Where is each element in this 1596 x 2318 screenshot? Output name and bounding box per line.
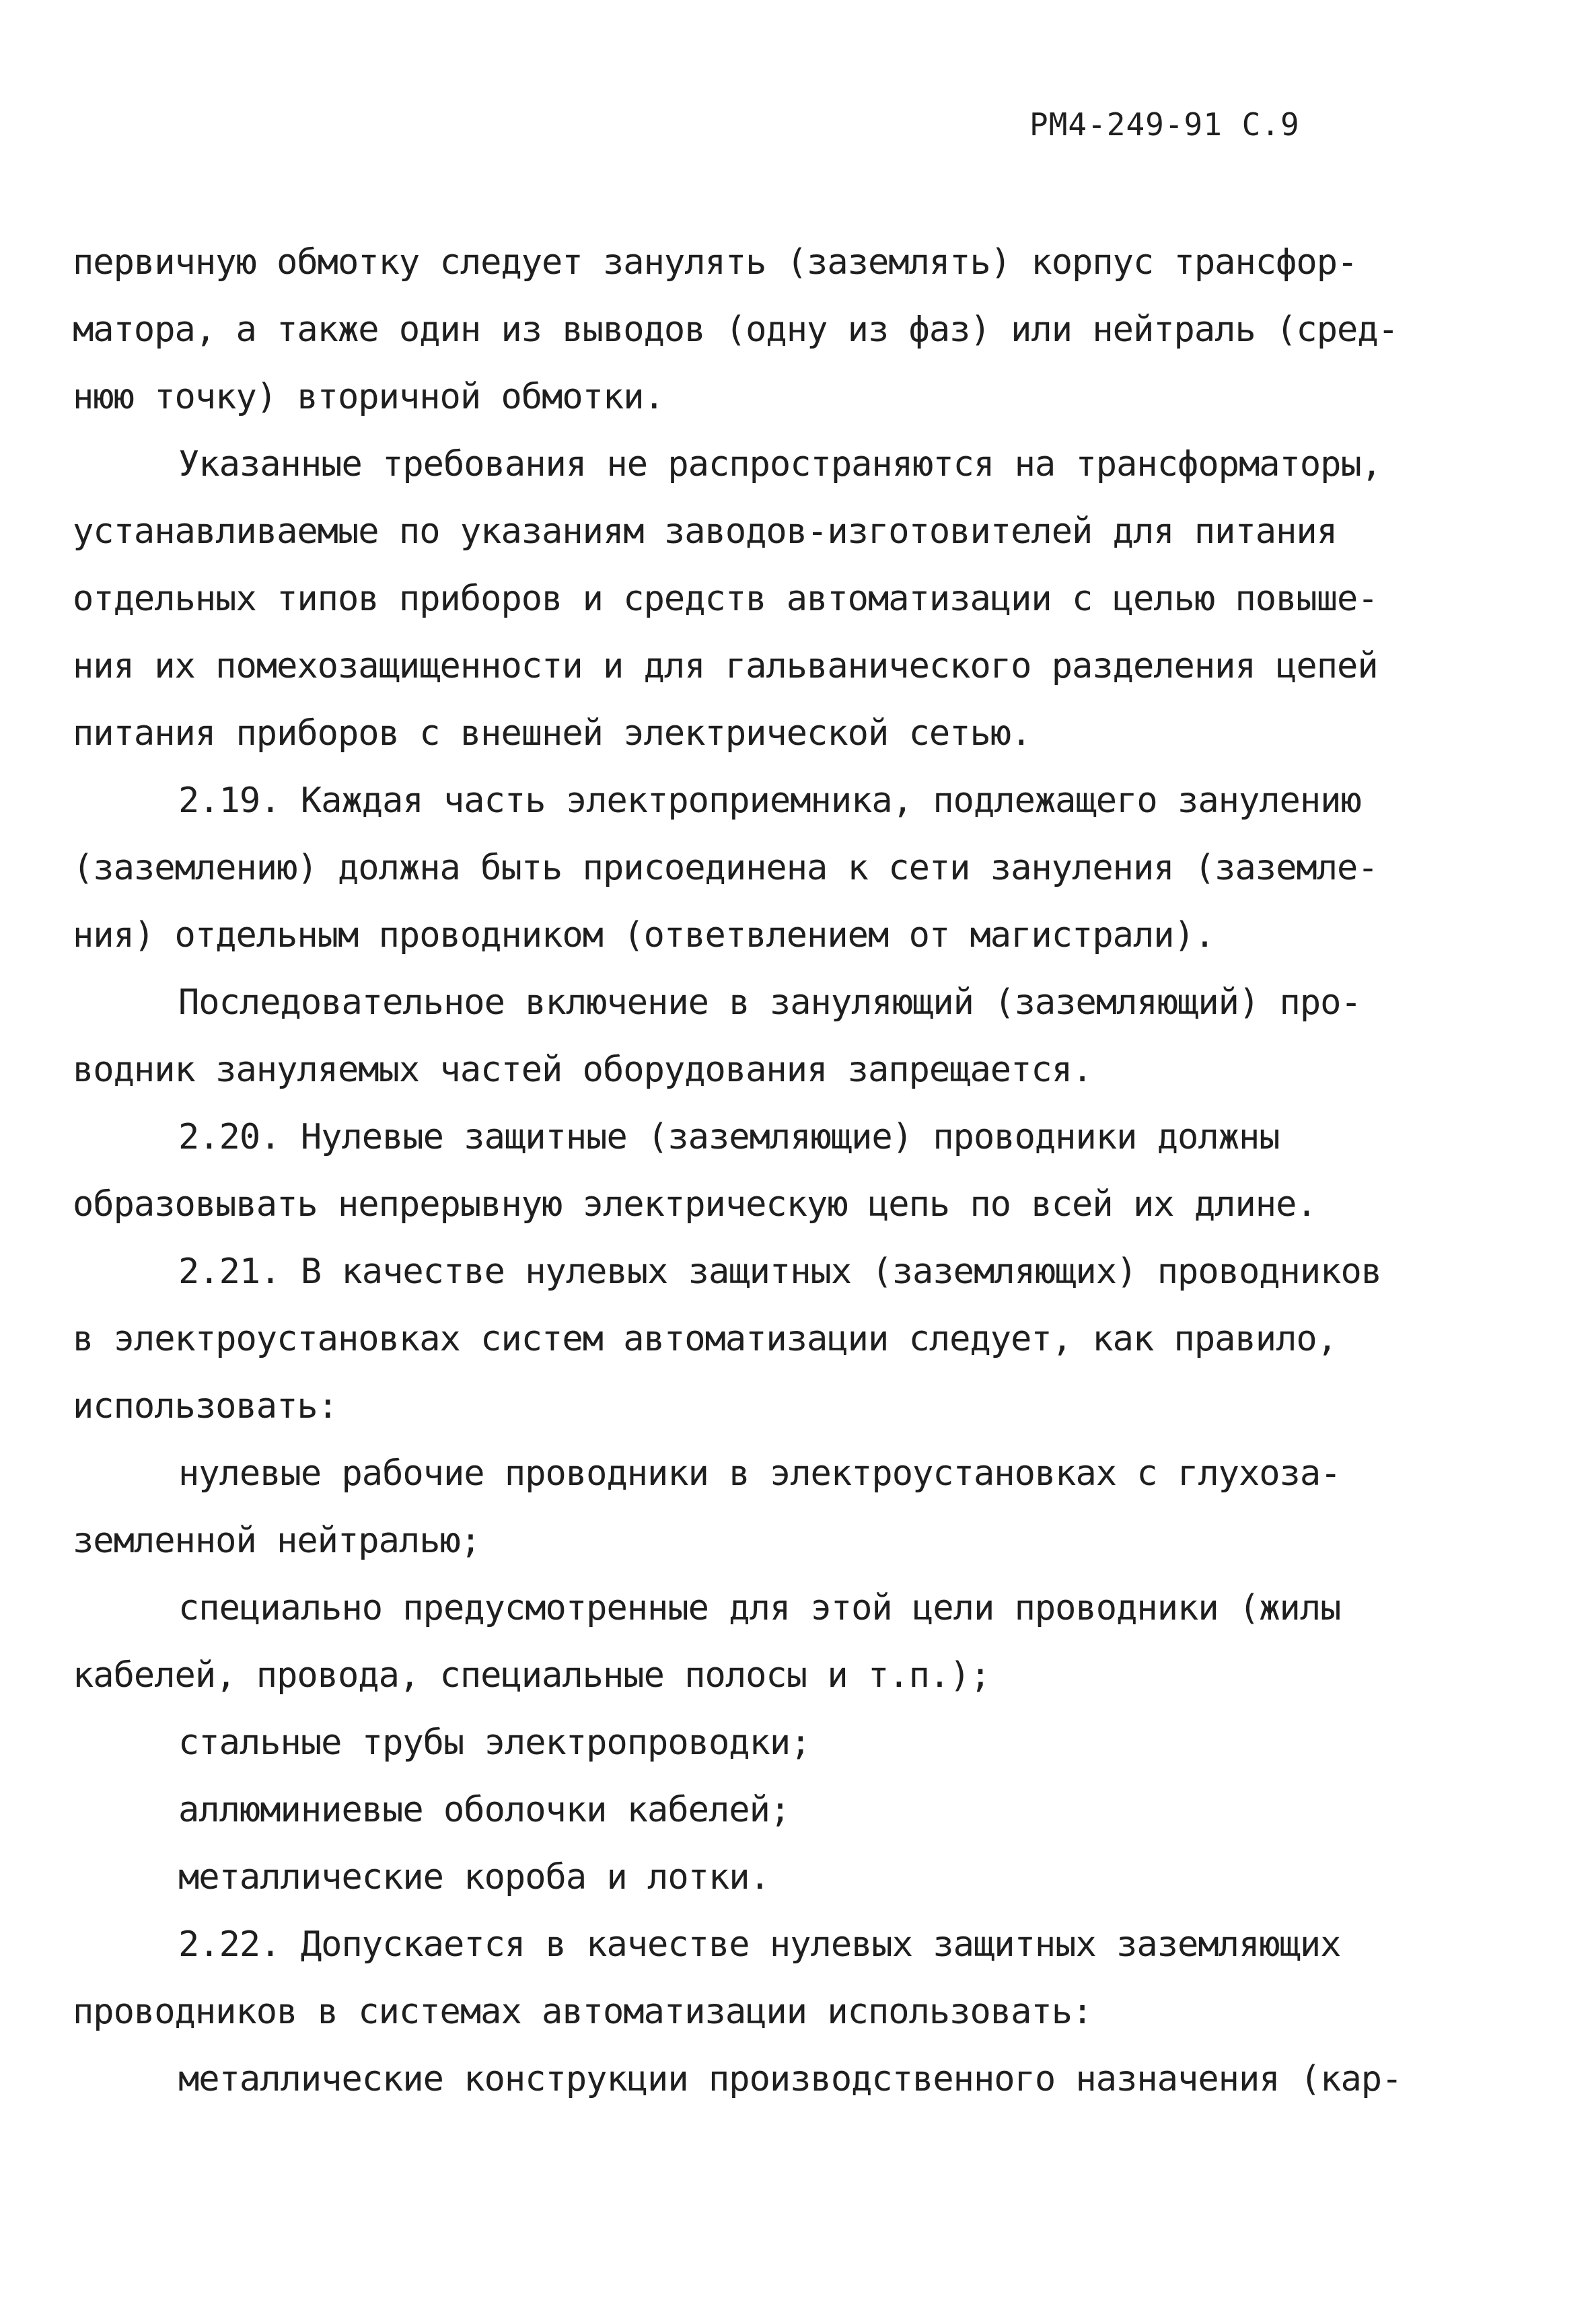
text-line: отдельных типов приборов и средств автоматизации с целью повыше- bbox=[73, 579, 1378, 619]
text-line: кабелей, провода, специальные полосы и т.п.); bbox=[73, 1655, 990, 1696]
text-line: 2.19. Каждая часть электроприемника, подлежащего занулению bbox=[178, 781, 1361, 821]
text-line: специально предусмотренные для этой цели проводники (жилы bbox=[178, 1588, 1341, 1628]
text-line: матора, а также один из выводов (одну из фаз) или нейтраль (сред- bbox=[73, 310, 1398, 350]
text-line: нюю точку) вторичной обмотки. bbox=[73, 377, 664, 417]
text-line: устанавливаемые по указаниям заводов-изготовителей для питания bbox=[73, 511, 1338, 552]
text-line: в электроустановках систем автоматизации следует, как правило, bbox=[73, 1319, 1338, 1359]
text-line: земленной нейтралью; bbox=[73, 1521, 481, 1561]
text-line: Указанные требования не распространяются на трансформаторы, bbox=[178, 444, 1382, 484]
text-line: нулевые рабочие проводники в электроустановках с глухоза- bbox=[178, 1453, 1341, 1494]
text-line: металлические конструкции производственного назначения (кар- bbox=[178, 2059, 1402, 2099]
text-line: (заземлению) должна быть присоединена к сети зануления (заземле- bbox=[73, 848, 1378, 888]
text-line: первичную обмотку следует занулять (заземлять) корпус трансфор- bbox=[73, 242, 1358, 283]
text-line: водник зануляемых частей оборудования запрещается. bbox=[73, 1050, 1093, 1090]
text-line: образовывать непрерывную электрическую цепь по всей их длине. bbox=[73, 1184, 1317, 1225]
text-line: использовать: bbox=[73, 1386, 338, 1426]
text-line: стальные трубы электропроводки; bbox=[178, 1723, 811, 1763]
text-line: питания приборов с внешней электрической сетью. bbox=[73, 713, 1031, 754]
text-line: ния) отдельным проводником (ответвлением от магистрали). bbox=[73, 915, 1215, 955]
text-line: металлические короба и лотки. bbox=[178, 1857, 770, 1897]
text-line: проводников в системах автоматизации использовать: bbox=[73, 1992, 1093, 2032]
text-line: Последовательное включение в зануляющий (заземляющий) про- bbox=[178, 982, 1361, 1023]
text-line: 2.20. Нулевые защитные (заземляющие) проводники должны bbox=[178, 1117, 1280, 1157]
text-line: 2.22. Допускается в качестве нулевых защитных заземляющих bbox=[178, 1924, 1341, 1965]
text-line: ния их помехозащищенности и для гальванического разделения цепей bbox=[73, 646, 1378, 686]
text-line: аллюминиевые оболочки кабелей; bbox=[178, 1790, 791, 1830]
text-line: 2.21. В качестве нулевых защитных (заземляющих) проводников bbox=[178, 1252, 1382, 1292]
page-header-code: РМ4-249-91 С.9 bbox=[1029, 106, 1300, 143]
